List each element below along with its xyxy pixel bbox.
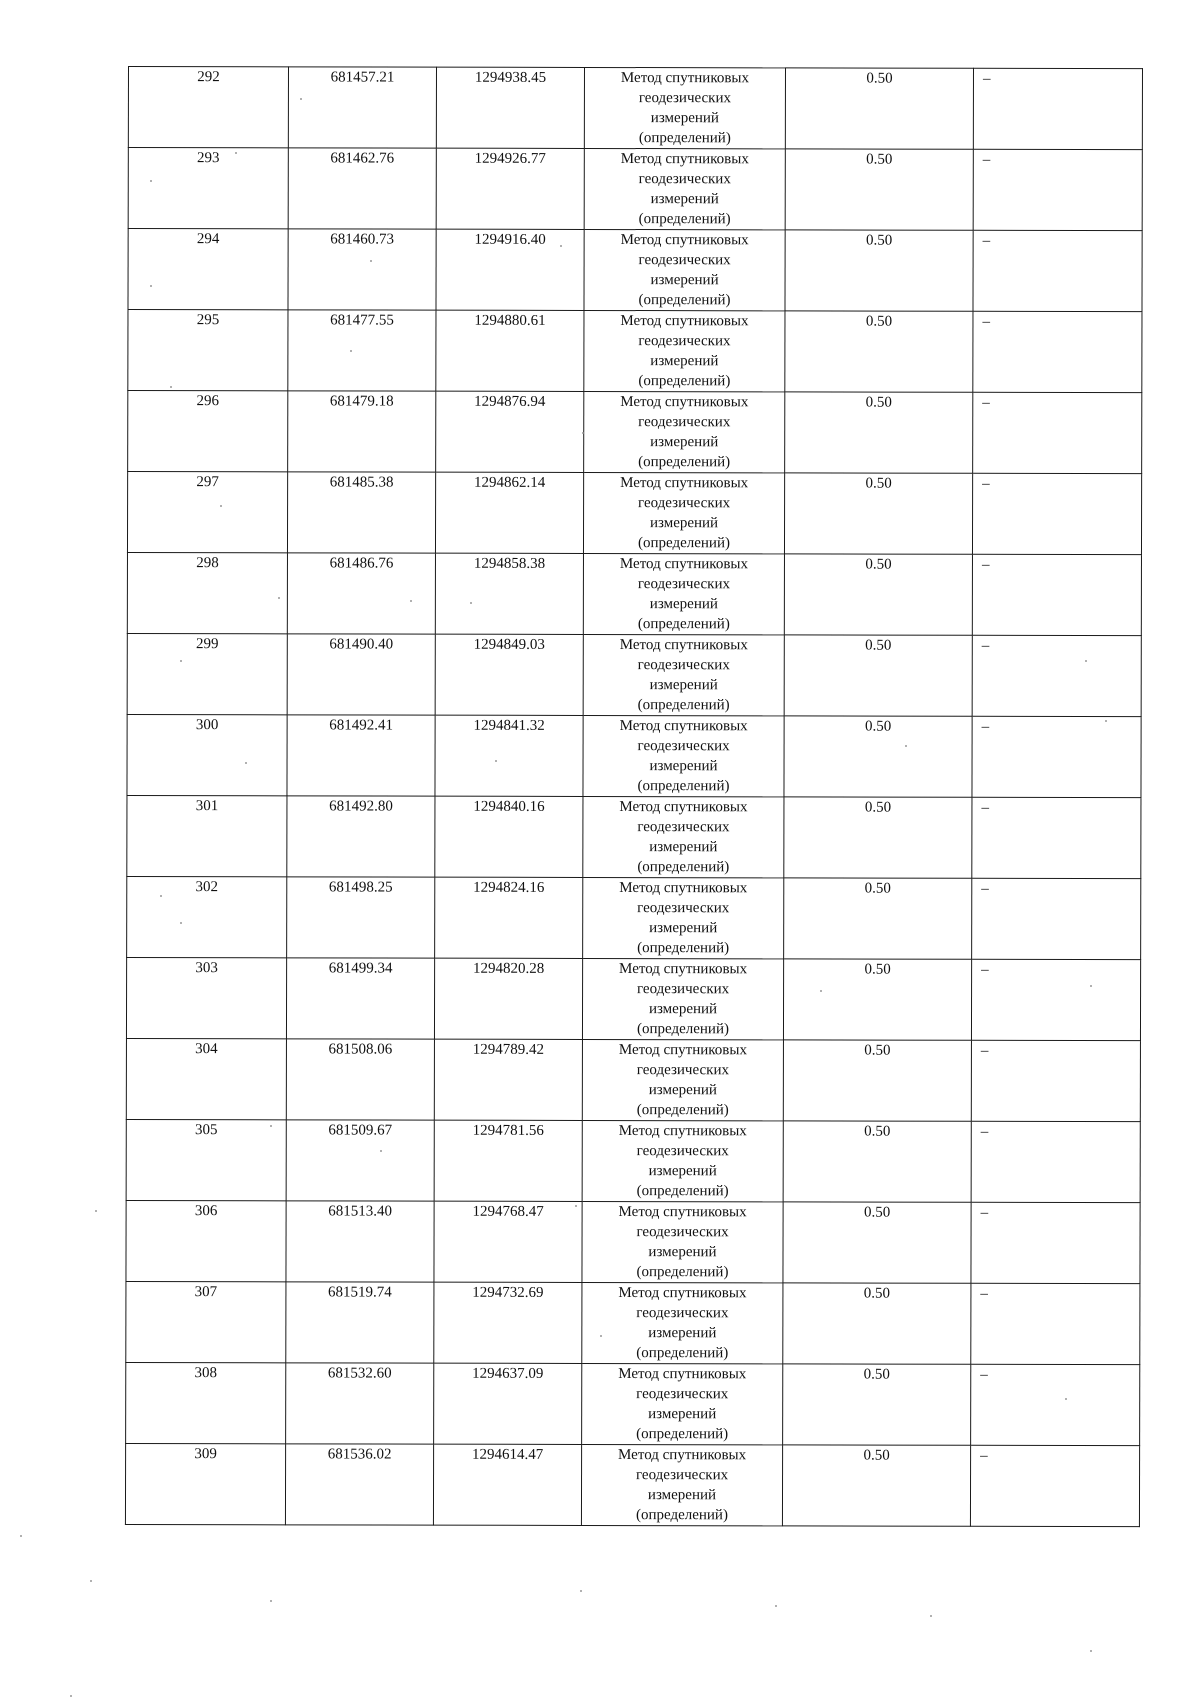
accuracy-cell: 0.50	[784, 473, 972, 554]
method-cell	[584, 391, 785, 472]
x-coordinate-cell: 681477.55	[288, 310, 436, 391]
method-text-line: измерений	[647, 1487, 717, 1504]
y-coordinate-cell: 1294849.03	[435, 634, 583, 715]
method-text-line: (определений)	[637, 616, 730, 633]
point-number-cell: 294	[128, 229, 288, 310]
y-coordinate-cell: 1294916.40	[436, 229, 584, 310]
scan-speck	[495, 760, 497, 762]
table-body	[125, 67, 1142, 1527]
y-coordinate-cell: 1294781.56	[434, 1120, 582, 1201]
method-text-line: измерений	[649, 839, 718, 856]
accuracy-cell: 0.50	[783, 959, 971, 1040]
point-number-cell: 306	[126, 1200, 286, 1281]
method-cell	[581, 1444, 782, 1525]
method-text-line: Метод спутниковых	[618, 1285, 747, 1302]
method-text-line: Метод спутниковых	[618, 1447, 747, 1464]
x-coordinate-cell: 681536.02	[285, 1444, 433, 1525]
method-cell	[584, 229, 785, 310]
accuracy-cell: 0.50	[785, 392, 973, 473]
point-number-cell: 299	[127, 633, 287, 714]
accuracy-cell: 0.50	[784, 554, 972, 635]
method-cell	[583, 472, 784, 553]
method-text-line: Метод спутниковых	[618, 1204, 747, 1221]
scan-speck	[930, 1615, 932, 1617]
method-text-line: Метод спутниковых	[620, 394, 749, 411]
scan-speck	[220, 505, 222, 507]
description-cell: –	[971, 1202, 1140, 1283]
method-text-line: геодезических	[638, 414, 731, 431]
description-cell: –	[971, 1364, 1140, 1445]
scan-speck	[1065, 1398, 1067, 1400]
table-row	[126, 1119, 1140, 1202]
method-text-line: (определений)	[636, 1183, 729, 1200]
method-text-line: (определений)	[637, 940, 730, 957]
method-text-line: измерений	[650, 272, 719, 289]
scan-speck	[160, 895, 162, 897]
boundary-points-table	[125, 66, 1143, 1527]
table-row	[126, 957, 1140, 1040]
y-coordinate-cell: 1294876.94	[436, 391, 584, 472]
method-text-line: (определений)	[635, 1507, 728, 1524]
method-text-line: геодезических	[636, 981, 730, 998]
table-row	[127, 472, 1141, 555]
scan-speck	[1090, 1650, 1092, 1652]
method-text-line: измерений	[650, 353, 719, 370]
accuracy-cell: 0.50	[785, 68, 973, 149]
method-text-line: измерений	[648, 1082, 717, 1099]
method-text-line: геодезических	[637, 657, 730, 674]
method-text-line: геодезических	[637, 900, 730, 917]
scan-speck	[180, 660, 182, 662]
point-number-cell: 302	[127, 876, 287, 957]
table-row	[127, 795, 1141, 878]
description-cell: –	[973, 149, 1142, 230]
method-text-line: Метод спутниковых	[619, 799, 748, 816]
y-coordinate-cell: 1294880.61	[436, 310, 584, 391]
method-text-line: (определений)	[637, 697, 730, 714]
y-coordinate-cell: 1294938.45	[436, 67, 584, 148]
scan-speck	[150, 180, 152, 182]
y-coordinate-cell: 1294824.16	[435, 877, 583, 958]
method-text-line: (определений)	[638, 454, 731, 471]
method-text-line: геодезических	[637, 819, 730, 836]
description-cell: –	[972, 554, 1141, 635]
description-cell: –	[971, 959, 1140, 1040]
method-text-line: (определений)	[638, 373, 731, 390]
scan-speck	[180, 922, 182, 924]
method-text-line: (определений)	[636, 1345, 729, 1362]
method-cell	[583, 796, 784, 877]
method-cell	[582, 1039, 783, 1120]
accuracy-cell: 0.50	[784, 797, 972, 878]
table-row	[128, 310, 1142, 393]
method-text-line: измерений	[648, 1163, 717, 1180]
scan-speck	[90, 1580, 92, 1582]
x-coordinate-cell: 681508.06	[286, 1039, 434, 1120]
table-row	[126, 1281, 1140, 1364]
point-number-cell: 308	[126, 1362, 286, 1443]
method-text-line: (определений)	[638, 130, 731, 147]
method-text-line: измерений	[648, 1001, 718, 1018]
method-text-line: геодезических	[636, 1143, 729, 1160]
scan-speck	[560, 245, 562, 247]
accuracy-cell: 0.50	[785, 311, 973, 392]
table-row	[127, 876, 1141, 959]
method-text-line: геодезических	[638, 333, 731, 350]
method-text-line: геодезических	[638, 252, 731, 269]
description-cell: –	[971, 1121, 1140, 1202]
accuracy-cell: 0.50	[785, 149, 973, 230]
method-text-line: геодезических	[635, 1467, 729, 1484]
scan-speck	[270, 1600, 272, 1602]
y-coordinate-cell: 1294926.77	[436, 148, 584, 229]
method-text-line: измерений	[649, 515, 719, 532]
method-text-line: Метод спутниковых	[619, 718, 748, 735]
table-row	[126, 1038, 1140, 1121]
method-text-line: измерений	[649, 920, 718, 937]
scan-speck	[600, 1335, 602, 1337]
x-coordinate-cell: 681457.21	[288, 67, 436, 148]
method-text-line: измерений	[648, 1325, 717, 1342]
point-number-cell: 292	[128, 67, 288, 148]
scan-speck	[150, 285, 152, 287]
method-text-line: Метод спутниковых	[620, 70, 750, 87]
description-cell: –	[972, 716, 1141, 797]
method-text-line: Метод спутниковых	[618, 1042, 748, 1059]
table-row	[128, 229, 1142, 312]
method-cell	[584, 148, 785, 229]
method-text-line: Метод спутниковых	[620, 151, 749, 168]
table-row	[127, 553, 1141, 636]
method-text-line: (определений)	[638, 292, 731, 309]
accuracy-cell: 0.50	[782, 1445, 970, 1526]
x-coordinate-cell: 681479.18	[288, 391, 436, 472]
y-coordinate-cell: 1294858.38	[435, 553, 583, 634]
method-text-line: геодезических	[636, 1224, 729, 1241]
method-text-line: (определений)	[636, 1102, 729, 1119]
method-text-line: измерений	[650, 191, 719, 208]
method-text-line: (определений)	[637, 859, 730, 876]
table-row	[128, 391, 1142, 474]
scan-speck	[350, 350, 352, 352]
scan-speck	[1105, 720, 1107, 722]
table-row	[125, 1443, 1139, 1526]
description-cell: –	[971, 1283, 1140, 1364]
table-row	[126, 1362, 1140, 1445]
x-coordinate-cell: 681492.80	[287, 796, 435, 877]
accuracy-cell: 0.50	[783, 1121, 971, 1202]
method-cell	[582, 1282, 783, 1363]
method-text-line: геодезических	[638, 90, 732, 107]
method-cell	[583, 715, 784, 796]
point-number-cell: 303	[126, 957, 286, 1038]
point-number-cell: 298	[127, 553, 287, 634]
description-cell: –	[973, 68, 1142, 149]
y-coordinate-cell: 1294820.28	[434, 958, 582, 1039]
y-coordinate-cell: 1294789.42	[434, 1039, 582, 1120]
scan-speck	[582, 432, 584, 434]
method-text-line: Метод спутниковых	[620, 232, 749, 249]
scan-speck	[95, 1210, 97, 1212]
y-coordinate-cell: 1294862.14	[435, 472, 583, 553]
scan-speck	[300, 98, 302, 100]
x-coordinate-cell: 681513.40	[286, 1201, 434, 1282]
scan-speck	[20, 1535, 22, 1537]
table-row	[128, 148, 1142, 231]
description-cell: –	[972, 635, 1141, 716]
method-text-line: (определений)	[636, 1264, 729, 1281]
y-coordinate-cell: 1294840.16	[435, 796, 583, 877]
method-text-line: (определений)	[638, 211, 731, 228]
y-coordinate-cell: 1294614.47	[433, 1444, 581, 1525]
table-row	[127, 714, 1141, 797]
method-text-line: Метод спутниковых	[618, 1123, 747, 1140]
point-number-cell: 307	[126, 1281, 286, 1362]
method-text-line: (определений)	[636, 1426, 729, 1443]
scan-speck	[370, 260, 372, 262]
method-text-line: измерений	[648, 1406, 717, 1423]
table-row	[127, 633, 1141, 716]
accuracy-cell: 0.50	[784, 635, 972, 716]
scan-speck	[270, 1125, 272, 1127]
point-number-cell: 295	[128, 310, 288, 391]
scan-speck	[170, 386, 172, 388]
x-coordinate-cell: 681462.76	[288, 148, 436, 229]
x-coordinate-cell: 681498.25	[287, 877, 435, 958]
point-number-cell: 297	[127, 472, 287, 553]
table-row	[128, 67, 1142, 150]
method-text-line: измерений	[649, 677, 718, 694]
accuracy-cell: 0.50	[783, 1364, 971, 1445]
point-number-cell: 296	[128, 391, 288, 472]
method-cell	[583, 877, 784, 958]
scan-speck	[905, 745, 907, 747]
method-cell	[582, 1363, 783, 1444]
x-coordinate-cell: 681460.73	[288, 229, 436, 310]
description-cell: –	[972, 473, 1141, 554]
method-text-line: геодезических	[636, 1062, 729, 1079]
method-text-line: измерений	[650, 434, 719, 451]
method-text-line: Метод спутниковых	[619, 556, 749, 573]
x-coordinate-cell: 681499.34	[286, 958, 434, 1039]
description-cell: –	[973, 230, 1142, 311]
point-number-cell: 293	[128, 148, 288, 229]
y-coordinate-cell: 1294768.47	[434, 1201, 582, 1282]
method-text-line: Метод спутниковых	[620, 313, 749, 330]
point-number-cell: 300	[127, 714, 287, 795]
scanned-page	[125, 66, 1142, 1524]
y-coordinate-cell: 1294732.69	[434, 1282, 582, 1363]
scan-speck	[580, 1590, 582, 1592]
method-text-line: (определений)	[636, 1021, 730, 1038]
method-cell	[584, 310, 785, 391]
scan-speck	[470, 602, 472, 604]
scan-speck	[1090, 985, 1092, 987]
scan-speck	[278, 597, 280, 599]
method-text-line: геодезических	[636, 1386, 729, 1403]
accuracy-cell: 0.50	[783, 1202, 971, 1283]
scan-speck	[410, 600, 412, 602]
y-coordinate-cell: 1294841.32	[435, 715, 583, 796]
method-cell	[582, 958, 783, 1039]
point-number-cell: 305	[126, 1119, 286, 1200]
scan-speck	[1085, 660, 1087, 662]
scan-speck	[820, 990, 822, 992]
description-cell: –	[970, 1445, 1139, 1526]
method-text-line: измерений	[648, 1244, 717, 1261]
scan-speck	[245, 762, 247, 764]
accuracy-cell: 0.50	[784, 716, 972, 797]
description-cell: –	[972, 797, 1141, 878]
x-coordinate-cell: 681492.41	[287, 715, 435, 796]
description-cell: –	[972, 878, 1141, 959]
x-coordinate-cell: 681532.60	[286, 1363, 434, 1444]
method-cell	[583, 634, 784, 715]
method-text-line: геодезических	[637, 738, 730, 755]
scan-speck	[575, 1205, 577, 1207]
description-cell: –	[973, 392, 1142, 473]
method-text-line: (определений)	[637, 778, 730, 795]
x-coordinate-cell: 681490.40	[287, 634, 435, 715]
method-cell	[582, 1201, 783, 1282]
scan-speck	[70, 1695, 72, 1697]
method-text-line: измерений	[649, 596, 718, 613]
method-text-line: измерений	[650, 110, 719, 127]
x-coordinate-cell: 681519.74	[286, 1282, 434, 1363]
y-coordinate-cell: 1294637.09	[434, 1363, 582, 1444]
x-coordinate-cell: 681485.38	[287, 472, 435, 553]
method-text-line: измерений	[649, 758, 718, 775]
x-coordinate-cell: 681486.76	[287, 553, 435, 634]
method-text-line: Метод спутниковых	[619, 637, 748, 654]
table-row	[126, 1200, 1140, 1283]
point-number-cell: 304	[126, 1038, 286, 1119]
method-text-line: Метод спутниковых	[618, 1366, 747, 1383]
scan-speck	[380, 1150, 382, 1152]
accuracy-cell: 0.50	[784, 878, 972, 959]
method-text-line: геодезических	[637, 576, 731, 593]
scan-speck	[775, 1605, 777, 1607]
accuracy-cell: 0.50	[783, 1283, 971, 1364]
method-cell	[584, 67, 785, 148]
method-text-line: геодезических	[637, 495, 731, 512]
method-text-line: Метод спутниковых	[620, 475, 749, 492]
method-text-line: Метод спутниковых	[619, 880, 748, 897]
method-text-line: Метод спутниковых	[619, 961, 748, 978]
description-cell: –	[973, 311, 1142, 392]
accuracy-cell: 0.50	[785, 230, 973, 311]
method-text-line: геодезических	[636, 1305, 729, 1322]
scan-speck	[235, 152, 237, 154]
method-cell	[582, 1120, 783, 1201]
point-number-cell: 301	[127, 795, 287, 876]
point-number-cell: 309	[125, 1443, 285, 1524]
method-cell	[583, 553, 784, 634]
method-text-line: (определений)	[637, 535, 731, 552]
method-text-line: геодезических	[638, 171, 731, 188]
description-cell: –	[971, 1040, 1140, 1121]
accuracy-cell: 0.50	[783, 1040, 971, 1121]
x-coordinate-cell: 681509.67	[286, 1120, 434, 1201]
